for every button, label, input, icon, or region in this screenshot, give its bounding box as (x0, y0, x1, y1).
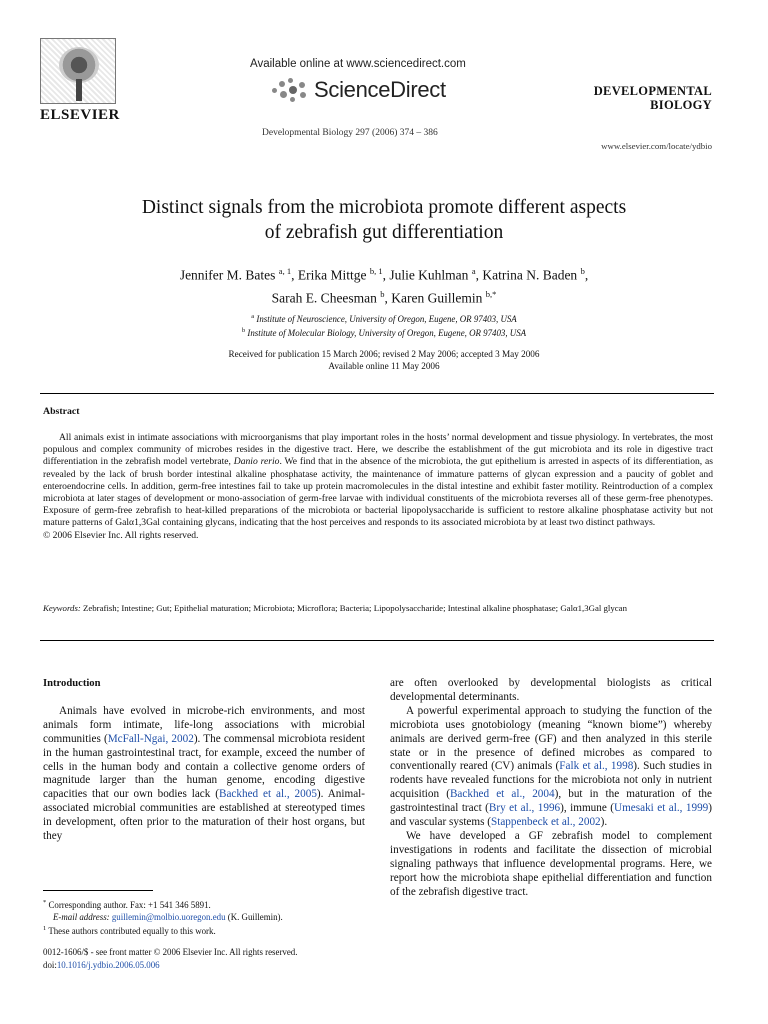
keywords-list: Zebrafish; Intestine; Gut; Epithelial maturation; Microbiota; Microflora; Bacteria; Lipopolysaccharide; Intestinal alkaline phosphatase; Galα1,3Gal glycan (83, 603, 627, 613)
footnote-corresponding: * Corresponding author. Fax: +1 541 346 5891. (43, 899, 211, 910)
citation-link[interactable]: Bry et al., 1996 (488, 802, 561, 815)
sciencedirect-logo[interactable] (270, 76, 446, 104)
body-paragraph: are often overlooked by developmental biologists as critical developmental determinants. (390, 677, 712, 703)
author-name: Julie Kuhlman (389, 267, 469, 283)
right-column (390, 677, 712, 900)
author-affil-mark: a (471, 266, 476, 276)
author-name: Karen Guillemin (391, 290, 483, 305)
affiliations (40, 311, 728, 339)
abstract-body (43, 432, 713, 542)
footnotes (43, 897, 373, 937)
species-name: Danio rerio (233, 456, 280, 468)
online-date: Available online 11 May 2006 (328, 361, 440, 371)
section-heading: Introduction (43, 678, 101, 689)
abstract-copyright: © 2006 Elsevier Inc. All rights reserved. (43, 529, 199, 541)
citation-link[interactable]: Backhed et al., 2005 (218, 788, 317, 801)
journal-name-line2: BIOLOGY (650, 98, 712, 112)
divider (40, 393, 714, 394)
journal-name (594, 84, 712, 112)
author-name: Jennifer M. Bates (179, 267, 276, 283)
author-list (40, 262, 728, 307)
publisher-name: ELSEVIER (40, 107, 120, 123)
citation-link[interactable]: Umesaki et al., 1999 (614, 802, 709, 815)
citation-link[interactable]: Stappenbeck et al., 2002 (490, 816, 601, 829)
author-name: Katrina N. Baden (482, 267, 578, 283)
author-affil-mark: b (580, 266, 585, 276)
author-affil-mark: b (380, 288, 385, 299)
doi-link[interactable]: 10.1016/j.ydbio.2006.05.006 (56, 959, 160, 970)
journal-name-line1: DEVELOPMENTAL (593, 84, 712, 98)
author-affil-mark: a, 1 (278, 266, 292, 276)
doi-line: doi:10.1016/j.ydbio.2006.05.006 (43, 959, 160, 970)
keywords-label: Keywords: (43, 603, 81, 613)
author-name: Sarah E. Cheesman (271, 290, 377, 305)
abstract-paragraph: All animals exist in intimate associations with microorganisms that play important roles in the hosts’ normal development and tissue physiology. In vertebrates, the most populous and complex community of microbes resides in the digestive tract. Here, we describe the establishment of the gut microbiota and its role in digestive tract differentiation in the zebrafish model vertebrate, Danio rerio. We find that in the absence of the microbiota, the gut epithelium is arrested in aspects of its differentiation, as revealed by the lack of brush border intestinal alkaline phosphatase activity, the maintenance of immature patterns of glycan expression and a paucity of goblet and enteroendocrine cells. In addition, germ-free intestines fail to take up protein macromolecules in the distal intestine and exhibit faster motility. Reintroduction of a complex microbiota at later stages of development or mono-association of germ-free larvae with individual constituents of the microbiota reverses all of these germ-free phenotypes. Exposure of germ-free zebrafish to heat-killed preparations of the microbiota or bacterial lipopolysaccharide is sufficient to restore alkaline phosphatase activity but not mature patterns of Galα1,3Gal containing glycans, indicating that the host perceives and responds to its associated microbiota by at least two distinct pathways. (43, 432, 714, 529)
publication-dates (40, 348, 728, 372)
author-name: Erika Mittge (297, 267, 367, 283)
footnote-email: E-mail address: guillemin@molbio.uoregon.edu (K. Guillemin). (53, 911, 283, 922)
sciencedirect-wordmark: ScienceDirect (314, 77, 446, 102)
footnote-divider (43, 890, 153, 891)
available-online-text: Available online at www.sciencedirect.com (250, 58, 466, 70)
authors-line2: Sarah E. Cheesman $^b$, Karen Guillemin $^{b,*}$ (271, 288, 497, 305)
body-paragraph: Animals have evolved in microbe-rich environments, and most animals form intimate, life-long associations with microbial communities (McFall-Ngai, 2002). The commensal microbiota resident in the human gastrointestinal tract, for example, exceed the number of cells in the human body and contain a collective genome orders of magnitude larger than the human genome, encoding digestive capacities that our own bodies lack (Backhed et al., 2005). Animal-associated microbial communities are established at stereotyped times in development, often prior to the maturation of their host organs, but they (43, 704, 366, 843)
keywords (43, 602, 713, 614)
authors-line1: Jennifer M. Bates $^{a, 1}$, Erika Mittge $^{b, 1}$, Julie Kuhlman $^a$, Katrina N. Baden $^b$, (179, 266, 589, 283)
left-column (43, 677, 365, 844)
journal-citation: Developmental Biology 297 (2006) 374 – 386 (262, 128, 438, 138)
body-paragraph: A powerful experimental approach to studying the function of the microbiota uses gnotobiology (meaning “known biome”) whereby animals are derived germ-free (GF) and then analyzed in this sterile state or in the presence of defined microbes as compared to conventionally reared (CV) animals (Falk et al., 1998). Such studies in rodents have revealed functions for the microbiota not only in nutrient acquisition (Backhed et al., 2004), but in the maturation of the gastrointestinal tract (Bry et al., 1996), immune (Umesaki et al., 1999) and vascular systems (Stappenbeck et al., 2002). (390, 704, 712, 829)
email-link[interactable]: guillemin@molbio.uoregon.edu (111, 911, 226, 922)
title-line1: Distinct signals from the microbiota promote different aspects (141, 197, 627, 218)
footnote-equal-contribution: $^1$ These authors contributed equally to this work. (43, 924, 216, 936)
citation-link[interactable]: Backhed et al., 2004 (449, 788, 555, 801)
front-matter (43, 946, 297, 971)
title-line2: of zebrafish gut differentiation (264, 222, 504, 243)
citation-link[interactable]: Falk et al., 1998 (559, 760, 634, 773)
affiliation: $^a$ Institute of Neuroscience, University of Oregon, Eugene, OR 97403, USA (251, 313, 517, 324)
journal-url[interactable]: www.elsevier.com/locate/ydbio (601, 141, 712, 151)
sciencedirect-dots-icon (270, 76, 310, 104)
received-date: Received for publication 15 March 2006; revised 2 May 2006; accepted 3 May 2006 (228, 349, 540, 359)
elsevier-tree-icon (40, 38, 116, 104)
issn-line: 0012-1606/$ - see front matter © 2006 Elsevier Inc. All rights reserved. (43, 947, 298, 957)
body-paragraph: We have developed a GF zebrafish model to complement investigations in rodents and facilitate the dissection of microbial signaling pathways that influence developmental programs. Here, we report how the microbiota shape epithelial differentiation and function of the zebrafish digestive tract. (390, 829, 712, 898)
citation-link[interactable]: McFall-Ngai, 2002 (107, 732, 194, 745)
affiliation: $^b$ Institute of Molecular Biology, University of Oregon, Eugene, OR 97403, USA (241, 326, 527, 338)
abstract-heading: Abstract (43, 406, 80, 417)
elsevier-logo (40, 38, 120, 126)
article-title (40, 195, 728, 245)
author-affil-mark: b, 1 (369, 266, 383, 276)
divider (40, 640, 714, 641)
author-affil-mark: b,* (485, 288, 497, 299)
